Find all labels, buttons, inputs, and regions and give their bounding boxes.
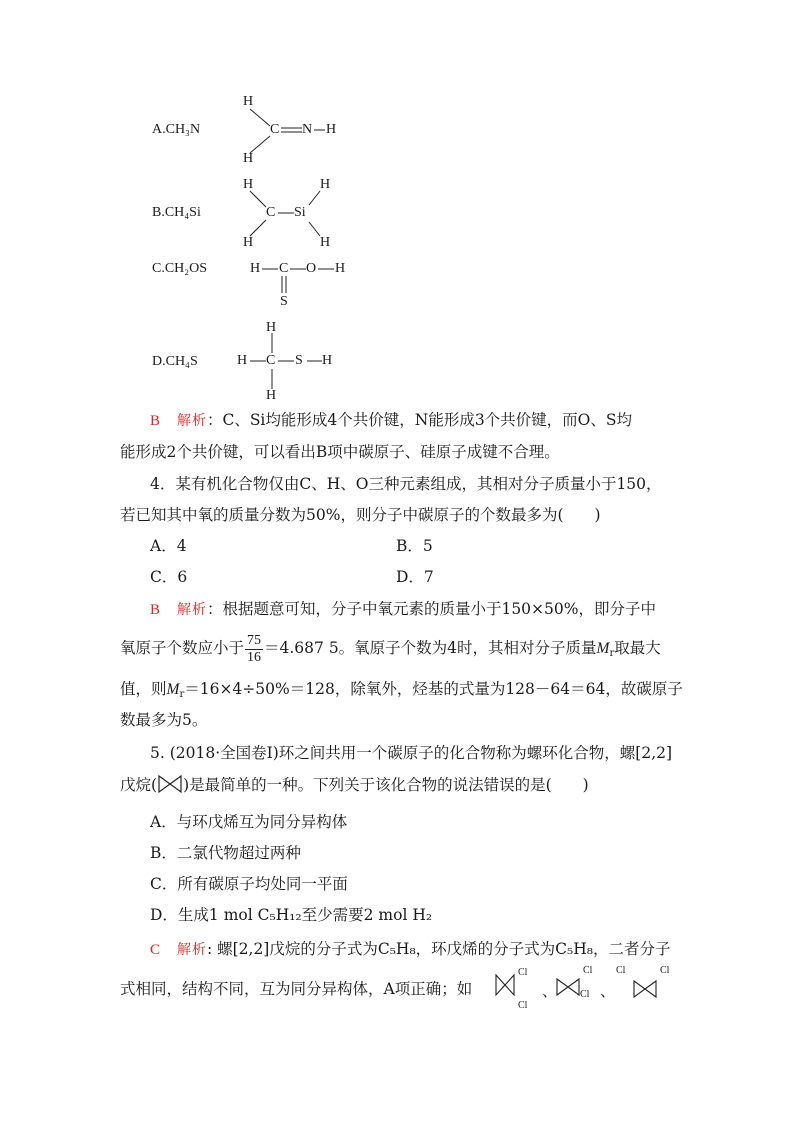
- option-c-atom-h: H: [250, 261, 261, 276]
- chlorine-label: Cl: [518, 1000, 528, 1011]
- answer-5-line-1: [150, 937, 670, 962]
- question-4-option-a: A．4: [150, 537, 187, 555]
- option-a-formula: A.CH₃N: [152, 122, 201, 137]
- option-b-atom-h: H: [320, 177, 331, 192]
- option-d-atom-h: H: [266, 388, 277, 403]
- chlorine-label: Cl: [583, 965, 593, 976]
- chlorine-label: Cl: [580, 989, 590, 1000]
- dichloro-structure-1: [494, 965, 518, 1005]
- option-d-atom-s: S: [295, 353, 303, 368]
- separator: 、: [600, 982, 616, 1000]
- answer-5-line-2: 式相同，结构不同，互为同分异构体，A项正确；如: [120, 980, 473, 998]
- answer-4-text: ＝4.687 5。氧原子个数为4时，其相对分子质量: [264, 639, 597, 657]
- answer-4-text: 氧原子个数应小于: [120, 639, 245, 657]
- option-a-atom-h: H: [243, 94, 254, 109]
- option-b-formula: B.CH₄Si: [152, 205, 201, 220]
- question-4-stem-1: 4．某有机化合物仅由C、H、O三种元素组成，其相对分子质量小于150，: [150, 475, 662, 493]
- analysis-tag: 解析: [176, 942, 207, 958]
- question-5-text: 戊烷(: [120, 776, 158, 794]
- answer-4-line-4: 数最多为5。: [120, 711, 208, 729]
- question-4-option-d: D．7: [396, 568, 434, 586]
- spiropentane-structure: [157, 774, 183, 794]
- answer-4-line-1: [150, 597, 656, 622]
- option-b-atom-h: H: [243, 235, 254, 250]
- question-4-option-c: C．6: [150, 568, 188, 586]
- mr-subscript: r: [179, 689, 185, 700]
- option-c-atom-c: C: [279, 261, 289, 276]
- option-c-atom-s: S: [280, 294, 288, 309]
- answer-4-text: ＝16×4÷50%＝128，除氧外，烃基的式量为128－64＝64，故碳原子: [184, 680, 683, 698]
- mr-subscript: r: [609, 648, 615, 659]
- option-c-atom-h: H: [335, 261, 346, 276]
- answer-4-text: ：根据题意可知，分子中氧元素的质量小于150×50%，即分子中: [206, 600, 656, 618]
- analysis-tag: 解析: [176, 602, 207, 618]
- question-5-option-b: B．二氯代物超过两种: [150, 844, 301, 862]
- question-5-option-a: A．与环戊烯互为同分异构体: [150, 813, 348, 831]
- option-d-atom-c: C: [266, 353, 276, 368]
- answer-3-text: ：C、Si均能形成4个共价键，N能形成3个共价键，而O、S均: [206, 411, 633, 429]
- chlorine-label: Cl: [616, 965, 626, 976]
- option-d-atom-h: H: [322, 353, 333, 368]
- fraction-numerator: 75: [247, 632, 262, 648]
- option-b-atom-h: H: [320, 235, 331, 250]
- fraction-denominator: 16: [247, 649, 262, 665]
- option-d-formula: D.CH₄S: [152, 354, 198, 369]
- answer-letter: B: [150, 602, 161, 618]
- option-c-formula: C.CH₂OS: [152, 261, 208, 276]
- separator: 、: [542, 982, 558, 1000]
- answer-letter: B: [150, 413, 161, 429]
- question-5-stem-1: 5. (2018·全国卷Ⅰ)环之间共用一个碳原子的化合物称为螺环化合物，螺[2,2]: [150, 744, 673, 762]
- question-5-text: )是最简单的一种。下列关于该化合物的说法错误的是( ): [183, 776, 589, 794]
- answer-4-line-3: [120, 677, 683, 707]
- dichloro-structure-3: [632, 977, 662, 1001]
- answer-letter: C: [150, 942, 161, 958]
- option-b-atom-si: Si: [294, 205, 306, 220]
- question-5-option-d: D．生成1 mol C₅H₁₂至少需要2 mol H₂: [150, 906, 433, 924]
- option-d-atom-h: H: [237, 353, 248, 368]
- chlorine-label: Cl: [660, 965, 670, 976]
- mr-symbol: M: [166, 681, 180, 698]
- option-b-atom-c: C: [266, 205, 276, 220]
- option-a-atom-n: N: [302, 122, 313, 137]
- option-d-atom-h: H: [266, 320, 277, 335]
- mr-symbol: M: [596, 640, 610, 657]
- answer-4-text: 取最大: [614, 639, 661, 657]
- question-5-option-c: C．所有碳原子均处同一平面: [150, 875, 348, 893]
- chlorine-label: Cl: [518, 967, 528, 978]
- option-c-atom-o: O: [306, 261, 317, 276]
- question-4-option-b: B．5: [396, 537, 433, 555]
- option-a-atom-c: C: [270, 122, 280, 137]
- analysis-tag: 解析: [176, 413, 207, 429]
- answer-3-line-1: [150, 408, 632, 433]
- question-5-stem-2: [120, 773, 589, 797]
- answer-3-line-2: 能形成2个共价键，可以看出B项中碳原子、硅原子成键不合理。: [120, 443, 560, 461]
- option-a-atom-h: H: [326, 122, 337, 137]
- option-b-atom-h: H: [243, 177, 254, 192]
- option-a-atom-h: H: [243, 151, 254, 166]
- answer-4-text: 值，则: [120, 680, 167, 698]
- answer-5-text: : 螺[2,2]戊烷的分子式为C₅H₈，环戊烯的分子式为C₅H₈，二者分子: [206, 940, 671, 958]
- question-4-stem-2: 若已知其中氧的质量分数为50%，则分子中碳原子的个数最多为( ): [120, 506, 601, 524]
- fraction: [245, 633, 263, 666]
- answer-4-line-2: [120, 630, 661, 672]
